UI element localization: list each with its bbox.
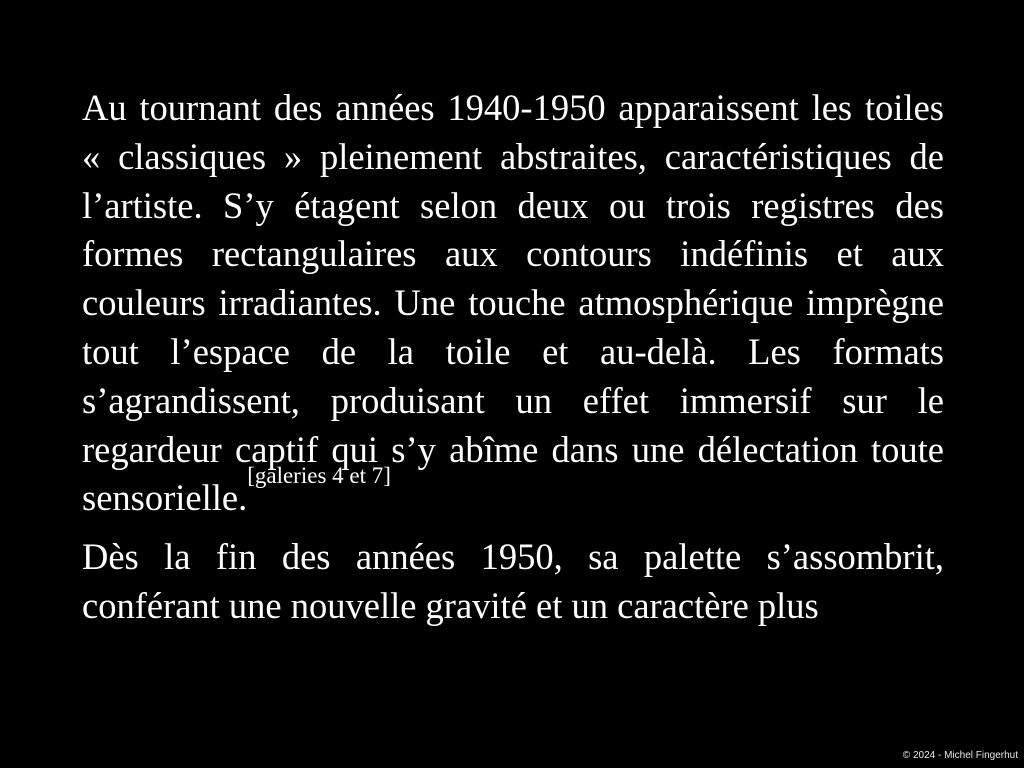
paragraph-1-text: Au tournant des années 1940-1950 apparaissent les toiles « classiques » pleinement abstraites, caractéristiques de l’artiste. S’y étagent selon deux ou trois registres des formes rectangulaires aux contours indéfinis et aux couleurs irradiantes. Une touche atmosphérique imprègne tout l’espace de la toile et au-delà. Les formats s’agrandissent, produisant un effet immersif sur le regardeur captif qui s’y abîme dans une délectation toute sensorielle. — [82, 87, 944, 519]
gallery-reference: [galeries 4 et 7] — [247, 463, 391, 489]
text-block — [82, 84, 944, 631]
paragraph-1 — [82, 84, 944, 523]
paragraph-2-text: Dès la fin des années 1950, sa palette s’assombrit, conférant une nouvelle gravité et un caractère plus — [82, 536, 944, 626]
paragraph-2 — [82, 533, 944, 631]
copyright-notice: © 2024 - Michel Fingerhut — [902, 750, 1018, 761]
